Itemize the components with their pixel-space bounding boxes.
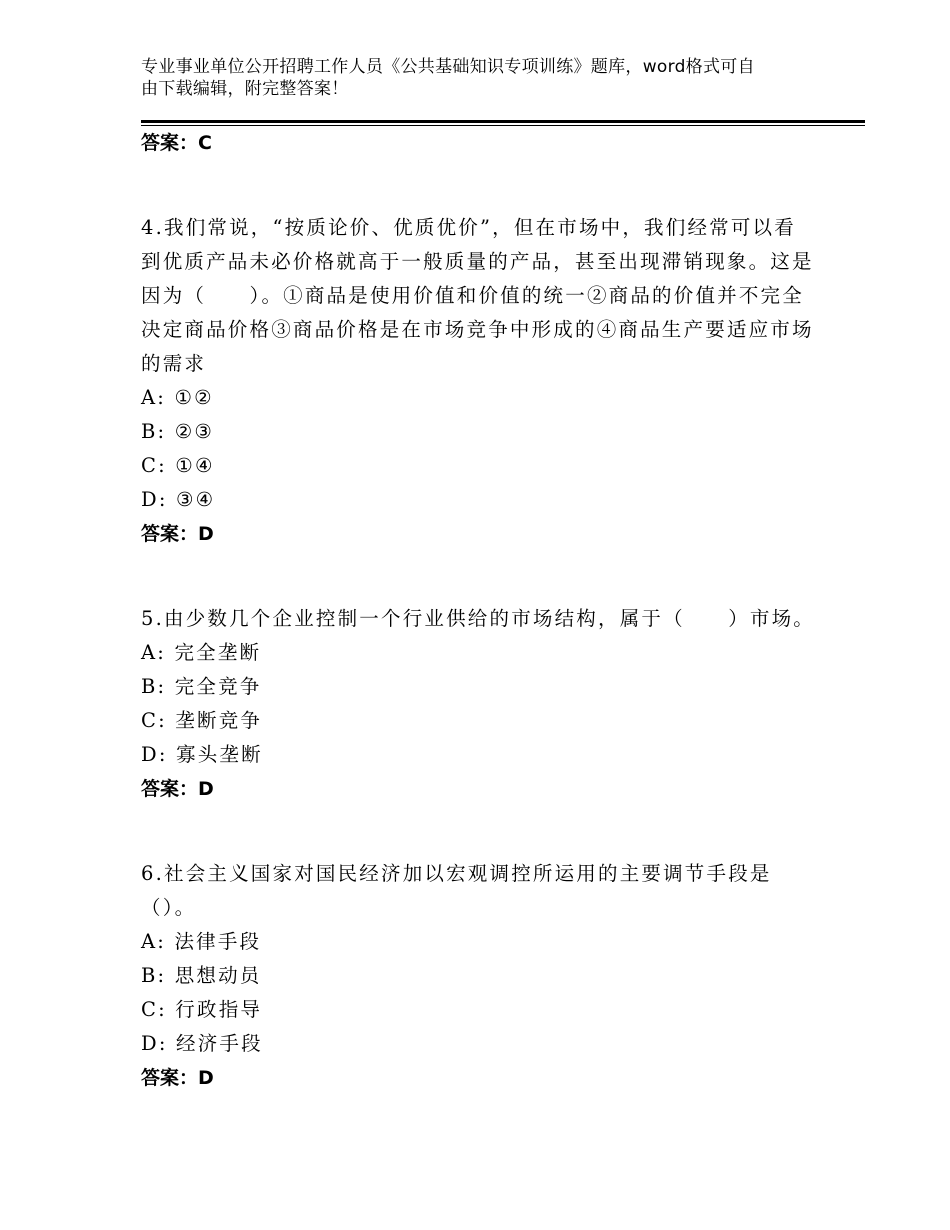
header-rule-thick [141, 120, 865, 123]
answer-q3: 答案：C [141, 132, 212, 154]
answer-q5: 答案：D [141, 778, 214, 800]
page-header [141, 56, 821, 100]
option-a: A: ①② [141, 386, 214, 409]
option-d: D: 经济手段 [141, 1032, 263, 1055]
option-b: B: 思想动员 [141, 964, 262, 987]
option-c: C: 垄断竞争 [141, 709, 263, 732]
option-a: A: 完全垄断 [141, 641, 262, 664]
header-line-1: 专业事业单位公开招聘工作人员《公共基础知识专项训练》题库，word格式可自 [141, 57, 755, 77]
header-line-2: 由下载编辑，附完整答案！ [141, 79, 349, 99]
option-b: B: 完全竞争 [141, 675, 262, 698]
answer-q6: 答案：D [141, 1067, 214, 1089]
option-c: C: 行政指导 [141, 998, 263, 1021]
question-stem: 5.由少数几个企业控制一个行业供给的市场结构，属于（ ）市场。 [141, 607, 816, 630]
question-stem: 6.社会主义国家对国民经济加以宏观调控所运用的主要调节手段是（）。 [141, 862, 772, 919]
question-stem: 4.我们常说，“按质论价、优质优价”，但在市场中，我们经常可以看到优质产品未必价格就高于一般质量的产品，甚至出现滞销现象。这是因为（ ）。①商品是使用价值和价值的统一②商品的价值并不完全决定商品价格③商品价格是在市场竞争中形成的④商品生产要适应市场的需求 [141, 216, 814, 375]
option-c: C: ①④ [141, 454, 215, 477]
option-a: A: 法律手段 [141, 930, 262, 953]
question-5 [141, 602, 821, 806]
document-body [141, 126, 821, 1095]
option-d: D: ③④ [141, 488, 216, 511]
question-4 [141, 211, 821, 551]
option-b: B: ②③ [141, 420, 215, 443]
question-6 [141, 857, 821, 1095]
answer-q4: 答案：D [141, 523, 214, 545]
option-d: D: 寡头垄断 [141, 743, 263, 766]
